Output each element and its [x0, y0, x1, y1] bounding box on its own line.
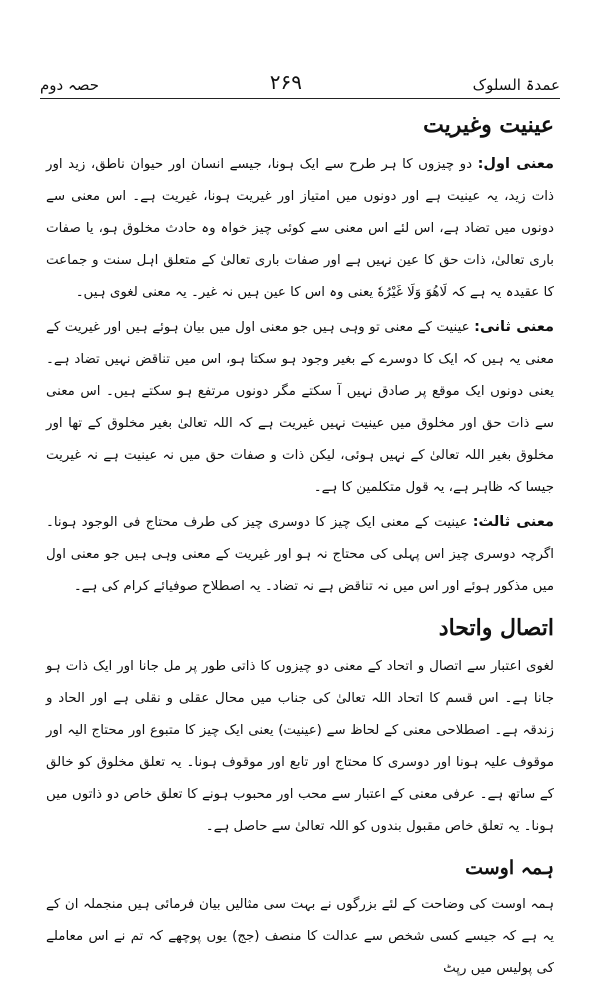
paragraph-meaning-first	[46, 148, 554, 309]
paragraph-text: دو چیزوں کا ہر طرح سے ایک ہونا، جیسے انسان اور حیوان ناطق، زید اور ذات زید، یہ عینیت ہے اور دونوں میں امتیاز اور غیریت ہونا، غیریت ہے۔ اس معنی سے دونوں میں تضاد ہے، اس لئے اس معنی سے کوئی چیز خواہ وہ حادث مخلوق ہو، یا صفات باری تعالیٰ، ذات حق کا عین نہیں ہے اور صفات باری تعالیٰ کے متعلق اہل سنت و جماعت کا عقیدہ یہ ہے کہ لَاهُوَ وَلَا غَيْرُهٗ یعنی وہ اس کا عین ہیں نہ غیر۔ یہ معنی لغوی ہیں۔	[46, 157, 554, 300]
page-header	[40, 60, 560, 94]
paragraph-meaning-third	[46, 506, 554, 603]
part-label: حصہ دوم	[40, 76, 100, 94]
section-title-hama-ust: ہمہ اوست	[465, 857, 554, 879]
paragraph-meaning-second	[46, 311, 554, 504]
paragraph-hama-ust	[46, 889, 554, 985]
section-title-ittisal: اتصال واتحاد	[438, 615, 554, 641]
paragraph-text: عینیت کے معنی تو وہی ہیں جو معنی اول میں بیان ہوئے ہیں اور غیریت کے معنی یہ ہیں کہ ایک کا دوسرے کے بغیر وجود ہو سکتا ہو، اس میں تناقض نہیں تضاد ہے۔ یعنی دونوں ایک موقع پر صادق نہیں آ سکتے مگر دونوں مرتفع ہو سکتے ہیں۔ اس معنی سے ذات حق اور مخلوق میں عینیت نہیں غیریت ہے کہ اللہ تعالیٰ بغیر مخلوق کے تھا اور مخلوق بغیر اللہ تعالیٰ کے نہیں ہوئی، لیکن ذات و صفات حق میں نہ عینیت ہے نہ غیریت جیسا کہ ظاہر ہے، یہ قول متکلمین کا ہے۔	[46, 320, 554, 495]
paragraph-text: عینیت کے معنی ایک چیز کا دوسری چیز کی طرف محتاج فی الوجود ہونا۔ اگرچہ دوسری چیز اس پہلی کی محتاج نہ ہو اور غیریت کے معنی وہی ہیں جو معنی اول میں مذکور ہوئے اور اس میں نہ تناقض ہے نہ تضاد۔ یہ اصطلاح صوفیائے کرام کی ہے۔	[46, 515, 554, 594]
paragraph-text: لغوی اعتبار سے اتصال و اتحاد کے معنی دو چیزوں کا ذاتی طور پر مل جانا اور ایک ذات ہو جانا ہے۔ اس قسم کا اتحاد اللہ تعالیٰ کی جناب میں محال عقلی و نقلی ہے اور الحاد و زندقہ ہے۔ اصطلاحی معنی کے لحاظ سے (عینیت) یعنی ایک چیز کا متبوع اور محتاج الیہ اور موقوف علیہ ہونا اور دوسری کا محتاج اور تابع اور موقوف ہونا۔ یہ تعلق مخلوق کو خالق کے ساتھ ہے۔ عرفی معنی کے اعتبار سے محب اور محبوب ہونے کا تعلق خاص دو ذاتوں میں ہونا۔ یہ تعلق خاص مقبول بندوں کو اللہ تعالیٰ سے حاصل ہے۔	[46, 659, 554, 834]
header-rule	[40, 98, 560, 99]
paragraph-label: معنی ثانی:	[474, 319, 554, 335]
paragraph-ittisal	[46, 651, 554, 843]
section-title-ayniyat: عینیت وغیریت	[423, 112, 554, 138]
paragraph-label: معنی ثالث:	[472, 514, 554, 530]
book-title: عمدۃ السلوک	[472, 76, 560, 94]
page-body	[46, 100, 554, 987]
paragraph-label: معنی اول:	[477, 156, 554, 172]
page-number: ۲۶۹	[269, 70, 302, 94]
paragraph-text: ہمہ اوست کی وضاحت کے لئے بزرگوں نے بہت سی مثالیں بیان فرمائی ہیں منجملہ ان کے یہ ہے کہ جیسے کسی شخص سے عدالت کا منصف (جج) یوں پوچھے کہ تم نے اس معاملے کی پولیس میں رپٹ	[46, 897, 554, 976]
